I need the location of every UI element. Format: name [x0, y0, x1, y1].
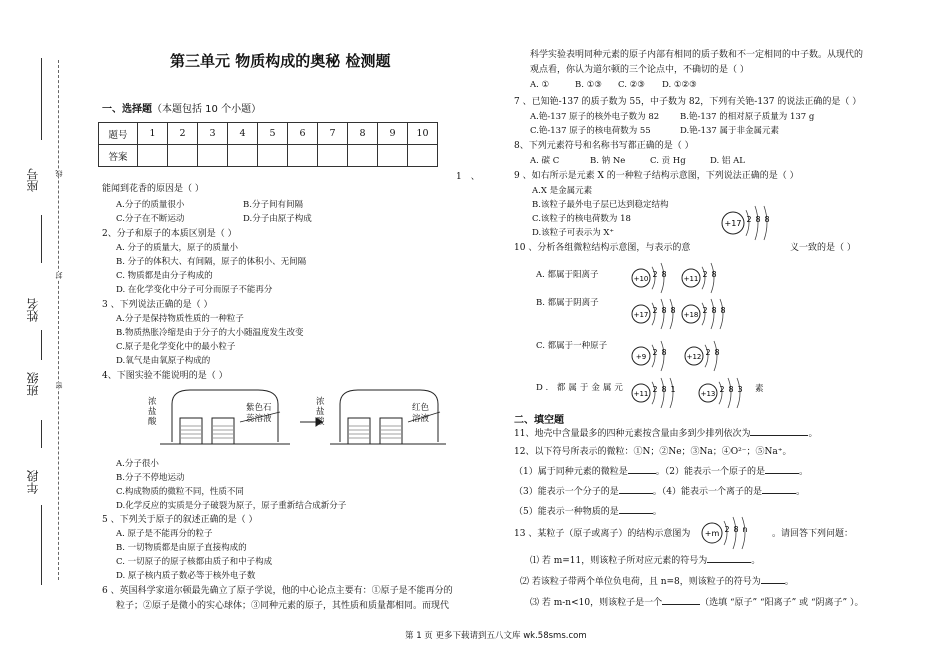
nucleus-charge: +12 [686, 353, 702, 361]
answer-blank[interactable] [762, 493, 796, 494]
margin-line [41, 505, 42, 585]
q1-number: 1 、 [456, 172, 480, 182]
q7-option-c: C.铯-137 原子的核电荷数为 55 [530, 126, 651, 136]
nucleus-charge: +9 [635, 353, 647, 361]
q13-sub3: ⑶ 若 m-n<10，则该粒子是一个 （选填 “原子” “阳离子” 或 “阴离子” ）。 [530, 598, 864, 608]
class-label: 班级 [26, 372, 40, 396]
margin-line [41, 215, 42, 263]
answer-cell[interactable] [378, 145, 408, 167]
section-heading-choice: 一、选择题（本题包括 10 个小题） [102, 104, 262, 115]
q3-option-c: C.原子是化学变化中的最小粒子 [116, 342, 236, 352]
atom-structure-svg [680, 262, 726, 294]
q10-stem-part1: 10 、分析各组微粒结构示意图，与表示的意 [514, 243, 691, 253]
q7-option-a: A.铯-137 原子的核外电子数为 82 [530, 112, 660, 122]
q1-option-d: D.分子由原子构成 [243, 214, 312, 224]
q8-option-b: B. 钠 Ne [590, 156, 626, 166]
answer-blank[interactable] [765, 473, 799, 474]
q3-option-b: B.物质热胀冷缩是由于分子的大小随温度发生改变 [116, 328, 304, 338]
q13-atom-diagram [700, 516, 757, 554]
q13-sub1: ⑴ 若 m=11，则该粒子所对应元素的符号为 。 [530, 556, 761, 566]
q2-option-c: C. 物质都是由分子构成的 [116, 271, 213, 281]
q4-option-c: C.构成物质的微粒不同，性质不同 [116, 487, 244, 497]
seal-word-dense: 密 [55, 382, 63, 389]
nucleus-charge: +10 [633, 275, 649, 283]
atom-structure-svg [630, 377, 685, 409]
page-title: 第三单元 物质构成的奥秘 检测题 [170, 52, 391, 70]
answer-cell[interactable] [408, 145, 438, 167]
electron-count: 8 [764, 215, 770, 224]
q3-option-a: A.分子是保持物质性质的一种粒子 [116, 314, 244, 324]
q4-stem: 4、下图实验不能说明的是（ ） [102, 371, 228, 381]
q10-option-a: A. 都属于阳离子 [536, 270, 599, 280]
table-header-cell: 答案 [99, 145, 138, 167]
q6-option-c: C. ②③ [618, 80, 645, 90]
answer-cell[interactable] [348, 145, 378, 167]
atom-structure-svg [697, 377, 752, 409]
q10-option-c: C. 都属于一种原子 [536, 341, 608, 351]
q13-stem-part2: 。请回答下列问题： [772, 529, 854, 539]
name-label: 姓名 [26, 298, 40, 322]
q8-option-a: A. 碳 C [530, 156, 560, 166]
electron-count: 2 [702, 306, 708, 315]
q10-atom-b1 [630, 298, 685, 334]
q5-option-b: B. 一切物质都是由原子直接构成的 [116, 543, 247, 553]
q9-stem: 9 、如右所示是元素 X 的一种粒子结构示意图，下列说法正确的是（ ） [514, 171, 799, 181]
q7-option-b: B.铯-137 的相对原子质量为 137 g [680, 112, 815, 122]
q6-stem-line1: 6 、英国科学家道尔顿最先确立了原子学说，他的中心论点主要有：①原子是不能再分的 [102, 586, 453, 596]
page-footer: 第 1 页 更多下载请到五八文库 wk.58sms.com [405, 631, 587, 641]
answer-blank[interactable] [707, 562, 751, 563]
seal-word-line: 线 [55, 170, 63, 177]
table-cell: 9 [378, 123, 408, 145]
table-cell: 5 [258, 123, 288, 145]
margin-line [41, 330, 42, 360]
table-cell: 1 [138, 123, 168, 145]
table-row [99, 123, 438, 145]
q12-part5: （5）能表示一种物质的是 。 [514, 507, 662, 517]
answer-blank[interactable] [662, 604, 700, 605]
atom-structure-svg [630, 298, 685, 330]
q6-stem-line3: 科学实验表明同种元素的原子内部有相同的质子数和不一定相同的中子数。从现代的 [530, 50, 864, 60]
electron-count: 2 [719, 385, 725, 394]
q11-stem: 11、地壳中含量最多的四种元素按含量由多到少排列依次为 。 [514, 429, 818, 439]
fig-label-hcl-1: 浓 盐 酸 [148, 397, 157, 427]
q10-atom-c2 [683, 340, 729, 376]
q4-option-d: D.化学反应的实质是分子破裂为原子，原子重新结合成新分子 [116, 501, 347, 511]
nucleus-charge: +18 [683, 311, 699, 319]
q7-stem: 7 、已知铯-137 的质子数为 55，中子数为 82，下列有关铯-137 的说法正确的是（ ） [514, 97, 862, 107]
electron-count: 8 [720, 306, 726, 315]
q12-part3: （3）能表示一个分子的是 。（4）能表示一个离子的是 。 [514, 487, 805, 497]
electron-count: 8 [661, 270, 667, 279]
electron-count: 8 [670, 306, 676, 315]
electron-count: 2 [724, 525, 730, 534]
atom-structure-svg [680, 298, 735, 330]
q5-stem: 5 、下列关于原子的叙述正确的是（ ） [102, 515, 258, 525]
q2-option-a: A. 分子的质量大，原子的质量小 [116, 243, 239, 253]
nucleus-charge: +11 [633, 390, 649, 398]
atom-structure-svg [700, 516, 757, 550]
q4-option-b: B.分子不停地运动 [116, 473, 185, 483]
table-cell: 3 [198, 123, 228, 145]
atom-structure-svg [720, 205, 779, 241]
q10-atom-c1 [630, 340, 676, 376]
table-cell: 6 [288, 123, 318, 145]
answer-cell[interactable] [138, 145, 168, 167]
electron-count: 2 [702, 270, 708, 279]
answer-blank[interactable] [628, 473, 656, 474]
q6-option-a: A. ① [530, 80, 550, 90]
q9-option-b: B.该粒子最外电子层已达到稳定结构 [532, 200, 669, 210]
q9-option-a: A.X 是金属元素 [532, 186, 593, 196]
q8-option-c: C. 贡 Hg [650, 156, 686, 166]
nucleus-charge: +11 [683, 275, 699, 283]
electron-count: 1 [670, 385, 676, 394]
electron-count: n [742, 525, 748, 534]
q1-option-b: B.分子间有间隔 [243, 200, 303, 210]
q7-option-d: D.铯-137 属于非金属元素 [680, 126, 780, 136]
answer-blank[interactable] [761, 583, 785, 584]
q10-option-d-suffix: 素 [755, 384, 764, 394]
table-cell: 4 [228, 123, 258, 145]
q8-option-d: D. 铝 AL [710, 156, 745, 166]
q2-option-b: B. 分子的体积大、有间隔，原子的体积小、无间隔 [116, 257, 307, 267]
q12-stem: 12、以下符号所表示的微粒：①N；②Ne；③Na；④O²⁻；⑤Na⁺。 [514, 447, 792, 457]
electron-count: 8 [661, 348, 667, 357]
electron-count: 8 [733, 525, 739, 534]
q13-sub2: ⑵ 若该粒子带两个单位负电荷，且 n=8，则该粒子的符号为 。 [520, 577, 794, 587]
answer-cell[interactable] [258, 145, 288, 167]
fig-label-litmus: 紫色石 蕊溶液 [246, 403, 272, 424]
answer-blank[interactable] [750, 435, 808, 436]
atom-structure-svg [683, 340, 729, 372]
answer-cell[interactable] [228, 145, 258, 167]
electron-count: 2 [746, 215, 752, 224]
q9-option-d: D.该粒子可表示为 X⁺ [532, 228, 614, 238]
electron-count: 2 [705, 348, 711, 357]
q3-stem: 3 、下列说法正确的是（ ） [102, 300, 213, 310]
seal-word-seal: 封 [55, 272, 63, 279]
q10-atom-d1 [630, 377, 685, 413]
electron-count: 8 [714, 348, 720, 357]
electron-count: 2 [652, 385, 658, 394]
answer-blank[interactable] [619, 513, 653, 514]
table-cell: 2 [168, 123, 198, 145]
electron-count: 8 [661, 306, 667, 315]
q9-option-c: C.该粒子的核电荷数为 18 [532, 214, 631, 224]
q1-option-c: C.分子在不断运动 [116, 214, 185, 224]
q10-atom-a1 [630, 262, 676, 298]
q6-option-b: B. ①③ [575, 80, 602, 90]
beaker-apparatus-diagram [150, 382, 450, 454]
q1-option-a: A.分子的质量很小 [116, 200, 185, 210]
seal-dashed-line [58, 60, 59, 580]
table-header-cell: 题号 [99, 123, 138, 145]
answer-table [98, 122, 438, 167]
q5-option-c: C. 一切原子的原子核都由质子和中子构成 [116, 557, 273, 567]
q13-stem-part1: 13 、某粒子（原子或离子）的结构示意图为 [514, 529, 691, 539]
seat-label: 座号 [26, 168, 40, 192]
table-cell: 7 [318, 123, 348, 145]
table-cell: 10 [408, 123, 438, 145]
electron-count: 3 [737, 385, 743, 394]
q2-stem: 2、分子和原子的本质区别是（ ） [102, 229, 237, 239]
atom-structure-svg [630, 262, 676, 294]
margin-line [41, 420, 42, 448]
q10-option-d: D. 都属于金属元 [536, 383, 626, 393]
electron-count: 2 [652, 270, 658, 279]
table-row [99, 145, 438, 167]
q12-part1: （1）属于同种元素的微粒是 。（2）能表示一个原子的是 。 [514, 467, 808, 477]
nucleus-charge: +13 [700, 390, 716, 398]
nucleus-charge: +17 [724, 219, 742, 228]
electron-count: 8 [728, 385, 734, 394]
q6-option-d: D. ①②③ [662, 80, 697, 90]
answer-cell[interactable] [288, 145, 318, 167]
electron-count: 8 [711, 270, 717, 279]
q5-option-a: A. 原子是不能再分的粒子 [116, 529, 213, 539]
q10-stem-part2: 义一致的是（ ） [790, 243, 856, 253]
electron-count: 2 [652, 306, 658, 315]
table-cell: 8 [348, 123, 378, 145]
fig-label-red-solution: 红色 溶液 [412, 403, 430, 424]
answer-cell[interactable] [198, 145, 228, 167]
fig-label-hcl-2: 浓 盐 酸 [316, 397, 325, 427]
q1-stem: 能闻到花香的原因是（ ） [102, 184, 204, 194]
q10-atom-b2 [680, 298, 735, 334]
electron-count: 8 [755, 215, 761, 224]
nucleus-charge: +m [704, 529, 720, 538]
q6-stem-line4: 观点看，你认为道尔顿的三个论点中，不确切的是（ ） [530, 65, 749, 75]
electron-count: 2 [652, 348, 658, 357]
electron-count: 8 [711, 306, 717, 315]
answer-blank[interactable] [619, 493, 653, 494]
q6-stem-line2: 粒子；②原子是微小的实心球体；③同种元素的原子，其性质和质量都相同。而现代 [116, 601, 450, 611]
grade-label: 年段 [26, 470, 40, 494]
q5-option-d: D. 原子核内质子数必等于核外电子数 [116, 571, 256, 581]
answer-cell[interactable] [168, 145, 198, 167]
q9-atom-diagram [720, 205, 779, 245]
section-heading-fill: 二、填空题 [514, 415, 564, 426]
q8-stem: 8、下列元素符号和名称书写都正确的是（ ） [514, 141, 694, 151]
answer-cell[interactable] [318, 145, 348, 167]
margin-line [41, 58, 42, 140]
nucleus-charge: +17 [633, 311, 649, 319]
q2-option-d: D. 在化学变化中分子可分而原子不能再分 [116, 285, 273, 295]
q10-option-b: B. 都属于阴离子 [536, 298, 599, 308]
q10-atom-d2 [697, 377, 752, 413]
q3-option-d: D.氧气是由氧原子构成的 [116, 356, 211, 366]
electron-count: 8 [661, 385, 667, 394]
q10-atom-a2 [680, 262, 726, 298]
atom-structure-svg [630, 340, 676, 372]
q4-option-a: A.分子很小 [116, 459, 159, 469]
